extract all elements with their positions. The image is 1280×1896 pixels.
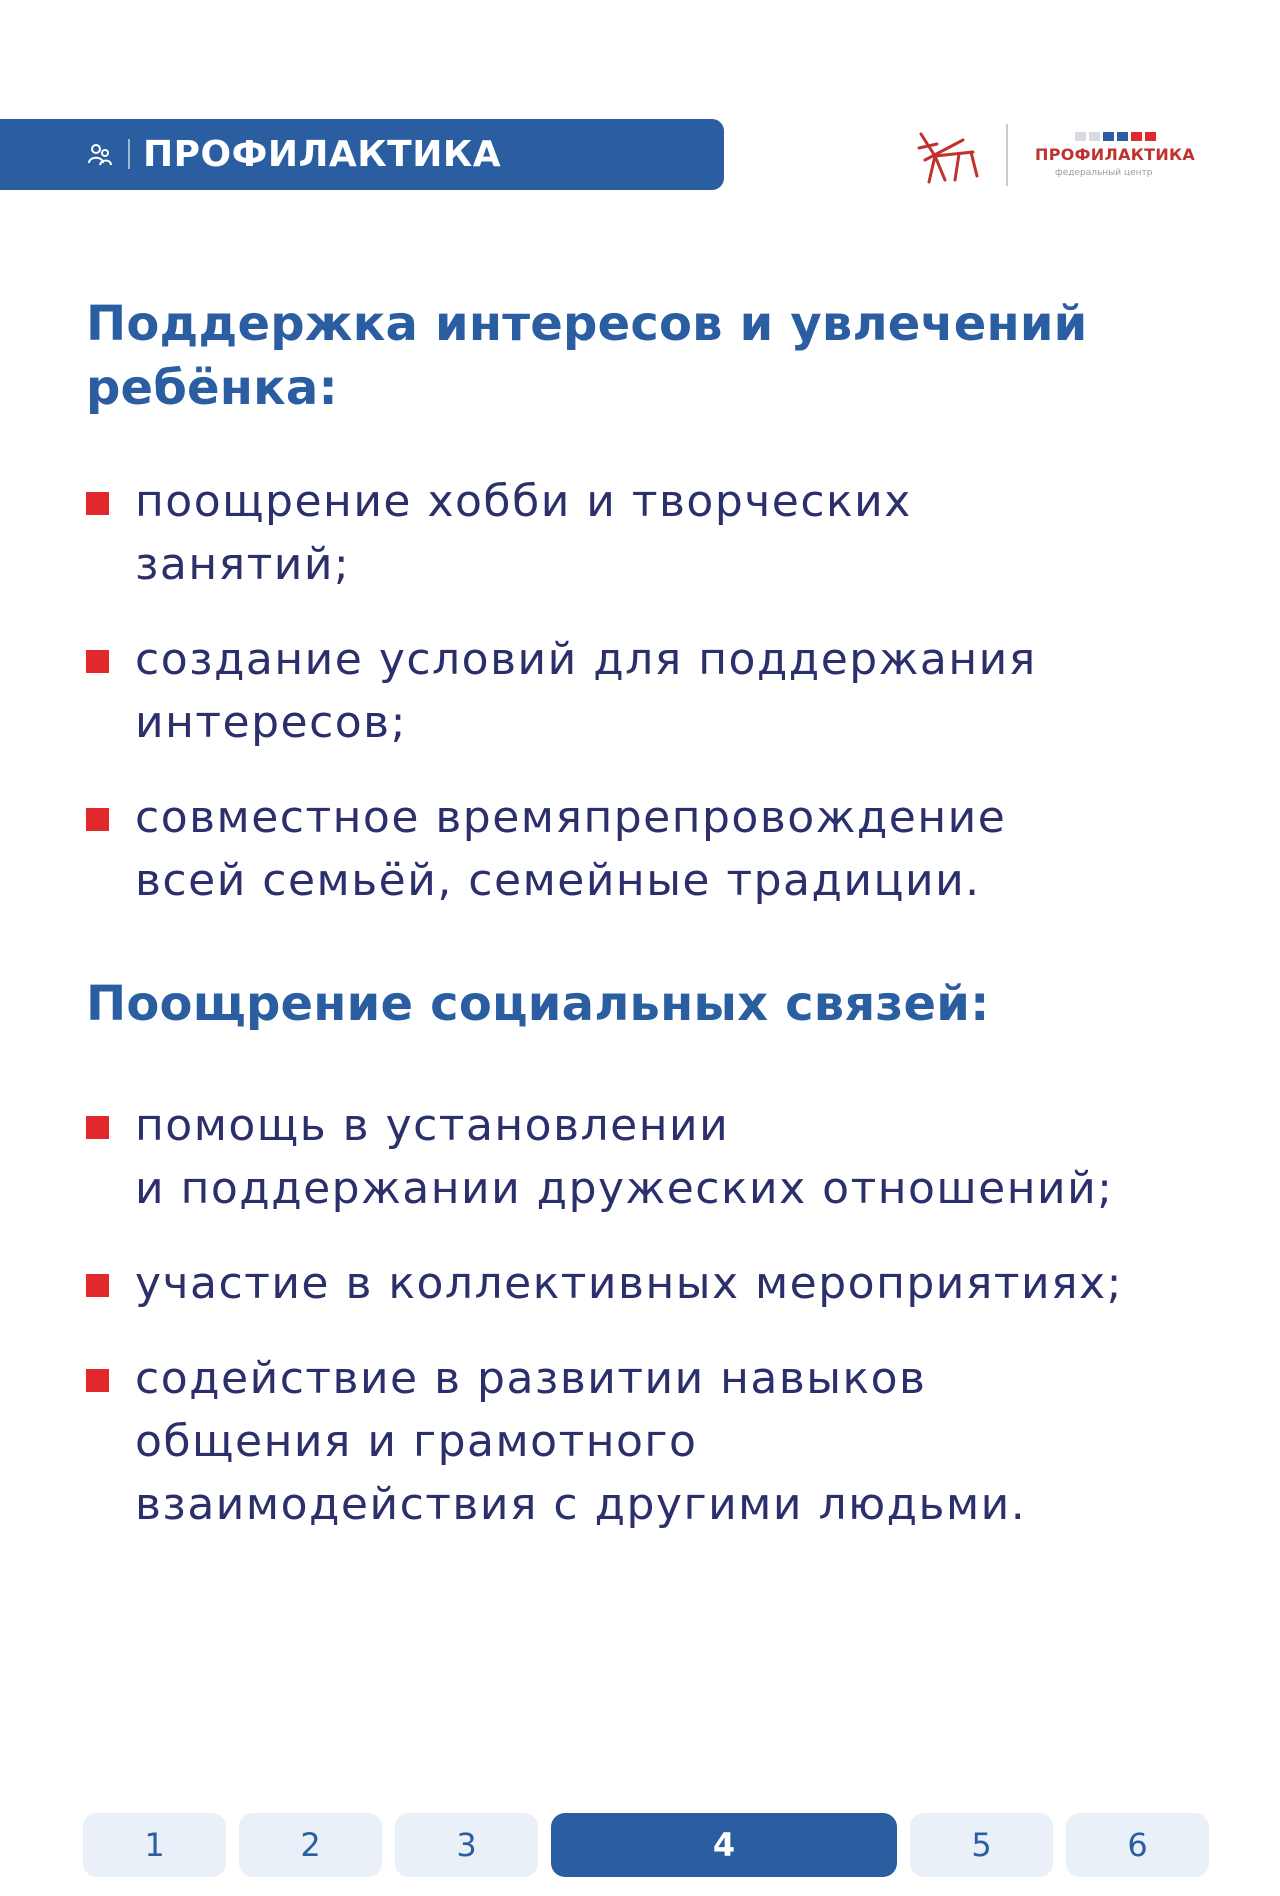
- bullet-icon: [86, 808, 109, 831]
- section-heading-social: Поощрение социальных связей:: [86, 976, 990, 1032]
- list-item-text: поощрение хобби и творческих занятий;: [135, 476, 912, 590]
- list-item-text: содействие в развитии навыков общения и грамотного взаимодействия с другими людьми.: [135, 1353, 1027, 1530]
- header-bar: [0, 119, 724, 190]
- header-title: ПРОФИЛАКТИКА: [143, 134, 502, 175]
- list-item: [86, 1347, 1216, 1536]
- list-item-text: создание условий для поддержания интересов;: [135, 634, 1037, 748]
- page-button-6[interactable]: 6: [1066, 1813, 1209, 1877]
- flag-stripe: [1131, 132, 1142, 141]
- flag-stripe: [1103, 132, 1114, 141]
- flag-stripe: [1089, 132, 1100, 141]
- page-button-4[interactable]: 4: [551, 1813, 897, 1877]
- interests-list: [86, 470, 1216, 912]
- page-button-2[interactable]: 2: [239, 1813, 382, 1877]
- flag-stripe: [1075, 132, 1086, 141]
- bullet-icon: [86, 1274, 109, 1297]
- page-button-1[interactable]: 1: [83, 1813, 226, 1877]
- list-item-text: помощь в установлении и поддержании дружеских отношений;: [135, 1100, 1114, 1214]
- logo-text: ПРОФИЛАКТИКА: [1035, 145, 1196, 164]
- logo-subtitle: федеральный центр: [1055, 168, 1153, 178]
- main-content: [86, 292, 1216, 1536]
- list-item: [86, 786, 1216, 912]
- logo-flag: [1075, 132, 1156, 141]
- people-icon: [86, 141, 114, 169]
- header-divider: [128, 139, 130, 169]
- logos: [915, 120, 1205, 190]
- page-button-5[interactable]: 5: [910, 1813, 1053, 1877]
- page-button-3[interactable]: 3: [395, 1813, 538, 1877]
- chair-icon: [915, 126, 985, 186]
- list-item-text: совместное времяпрепровождение всей семьёй, семейные традиции.: [135, 792, 1007, 906]
- social-list: [86, 1094, 1216, 1536]
- flag-stripe: [1145, 132, 1156, 141]
- section-heading-interests: Поддержка интересов и увлечений ребёнка:: [86, 296, 1088, 416]
- bullet-icon: [86, 492, 109, 515]
- list-item: [86, 628, 1216, 754]
- list-item: [86, 1094, 1216, 1220]
- logo-divider: [1006, 124, 1008, 186]
- list-item-text: участие в коллективных мероприятиях;: [135, 1258, 1123, 1309]
- bullet-icon: [86, 1116, 109, 1139]
- pagination: [83, 1813, 1209, 1877]
- flag-stripe: [1117, 132, 1128, 141]
- bullet-icon: [86, 1369, 109, 1392]
- list-item: [86, 1252, 1216, 1315]
- bullet-icon: [86, 650, 109, 673]
- list-item: [86, 470, 1216, 596]
